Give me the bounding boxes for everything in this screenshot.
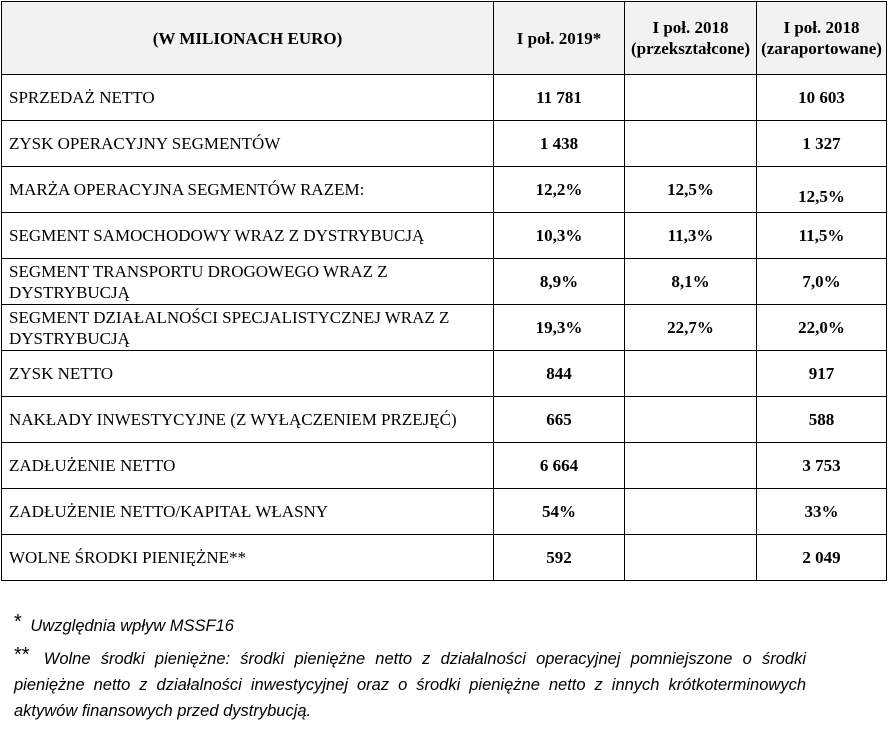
cell-2019: 8,9% [494,259,625,305]
footnote-marker: * [14,611,22,633]
cell-2018-restated [625,443,757,489]
table-row [2,259,887,305]
row-label: WOLNE ŚRODKI PIENIĘŻNE** [2,535,494,581]
cell-2018-restated: 12,5% [625,167,757,213]
cell-2018-reported: 3 753 [757,443,887,489]
cell-2019: 665 [494,397,625,443]
table-row [2,305,887,351]
table-header-row [2,2,887,75]
row-label: SEGMENT SAMOCHODOWY WRAZ Z DYSTRYBUCJĄ [2,213,494,259]
header-col-2018-reported: I poł. 2018 (zaraportowane) [757,2,887,75]
cell-2018-reported: 7,0% [757,259,887,305]
cell-2018-reported: 588 [757,397,887,443]
footnote-2 [14,645,806,724]
footnote-marker: ** [14,644,30,666]
footnote-text: Wolne środki pieniężne: środki pieniężne netto z działalności operacyjnej pomniejszone o środki pieniężne netto z działalności inwestycyjnej oraz o środki pieniężne netto z innych krótkoterminowych aktywów finansowych przed dystrybucją. [14,650,807,720]
row-label: ZADŁUŻENIE NETTO [2,443,494,489]
cell-2018-restated [625,351,757,397]
cell-2018-reported: 22,0% [757,305,887,351]
cell-2018-reported: 33% [757,489,887,535]
cell-2019: 11 781 [494,75,625,121]
header-col-2018-restated: I poł. 2018 (przekształcone) [625,2,757,75]
cell-2018-restated [625,489,757,535]
table-row [2,213,887,259]
row-label: MARŻA OPERACYJNA SEGMENTÓW RAZEM: [2,167,494,213]
cell-2018-reported: 2 049 [757,535,887,581]
table-row [2,489,887,535]
cell-2019: 10,3% [494,213,625,259]
cell-2019: 592 [494,535,625,581]
cell-2018-reported: 11,5% [757,213,887,259]
table-row [2,167,887,213]
cell-2018-restated: 8,1% [625,259,757,305]
cell-2019: 6 664 [494,443,625,489]
header-label: (W MILIONACH EURO) [2,2,494,75]
table-row [2,75,887,121]
footnote-1 [14,612,806,639]
footnotes [14,612,806,724]
row-label: SEGMENT TRANSPORTU DROGOWEGO WRAZ Z DYSTRYBUCJĄ [2,259,494,305]
cell-2019: 844 [494,351,625,397]
cell-2019: 1 438 [494,121,625,167]
row-label: ZYSK OPERACYJNY SEGMENTÓW [2,121,494,167]
table-row [2,535,887,581]
row-label: SPRZEDAŻ NETTO [2,75,494,121]
cell-2018-restated [625,535,757,581]
table-row [2,351,887,397]
cell-2018-reported: 10 603 [757,75,887,121]
table-row [2,121,887,167]
header-col-2019: I poł. 2019* [494,2,625,75]
table-row [2,443,887,489]
row-label: NAKŁADY INWESTYCYJNE (Z WYŁĄCZENIEM PRZEJĘĆ) [2,397,494,443]
cell-2018-restated [625,121,757,167]
cell-2018-reported: 917 [757,351,887,397]
cell-2018-restated [625,397,757,443]
cell-2018-restated [625,75,757,121]
cell-2018-restated: 11,3% [625,213,757,259]
row-label: SEGMENT DZIAŁALNOŚCI SPECJALISTYCZNEJ WRAZ Z DYSTRYBUCJĄ [2,305,494,351]
cell-2018-reported: 12,5% [757,167,887,213]
financial-summary-table [1,1,887,581]
cell-2019: 12,2% [494,167,625,213]
cell-2019: 54% [494,489,625,535]
footnote-text: Uwzględnia wpływ MSSF16 [30,617,234,635]
row-label: ZADŁUŻENIE NETTO/KAPITAŁ WŁASNY [2,489,494,535]
table-row [2,397,887,443]
cell-2019: 19,3% [494,305,625,351]
cell-2018-restated: 22,7% [625,305,757,351]
cell-2018-reported: 1 327 [757,121,887,167]
row-label: ZYSK NETTO [2,351,494,397]
